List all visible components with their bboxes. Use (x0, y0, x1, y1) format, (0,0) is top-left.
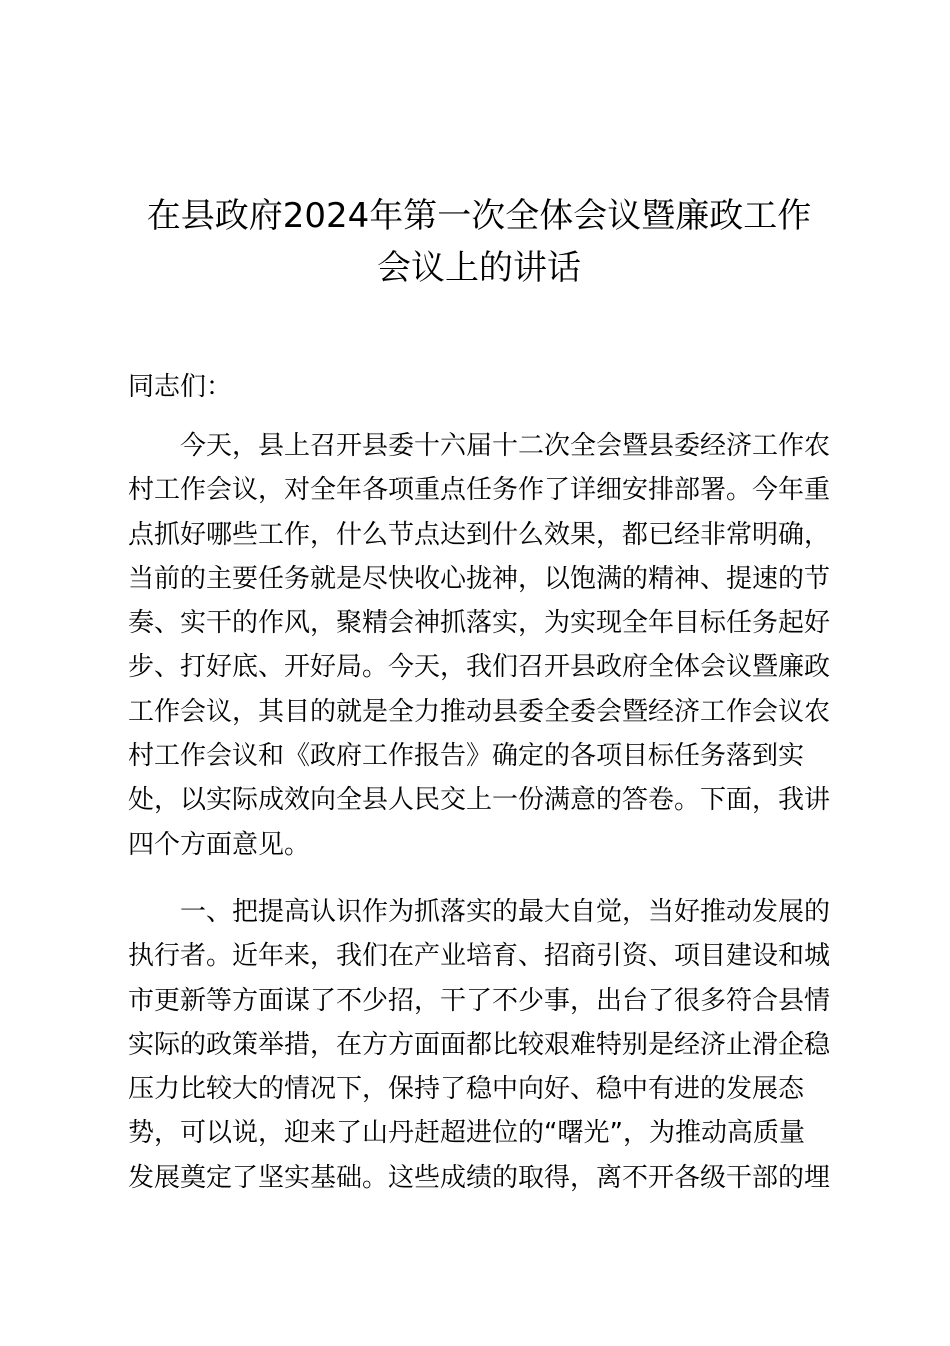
paragraph-line: 工作会议，其目的就是全力推动县委全委会暨经济工作会议农 (128, 696, 831, 727)
paragraph-line: 村工作会议，对全年各项重点任务作了详细安排部署。今年重 (128, 475, 831, 506)
paragraph-line: 步、打好底、开好局。今天，我们召开县政府全体会议暨廉政 (128, 652, 831, 683)
paragraph-line: 四个方面意见。 (128, 829, 311, 860)
paragraph-line: 实际的政策举措，在方方面面都比较艰难特别是经济止滑企稳 (128, 1029, 831, 1060)
paragraph-line: 市更新等方面谋了不少招，干了不少事，出台了很多符合县情 (128, 985, 831, 1016)
document-title (126, 190, 832, 294)
paragraph-line: 奏、实干的作风，聚精会神抓落实，为实现全年目标任务起好 (128, 608, 831, 639)
paragraph-line: 今天，县上召开县委十六届十二次全会暨县委经济工作农 (180, 431, 831, 461)
paragraph-line: 发展奠定了坚实基础。这些成绩的取得，离不开各级干部的埋 (128, 1162, 831, 1193)
title-line-1: 在县政府2024年第一次全体会议暨廉政工作 (146, 196, 812, 236)
paragraph-line: 处，以实际成效向全县人民交上一份满意的答卷。下面，我讲 (128, 785, 831, 816)
paragraph-2 (128, 890, 834, 1200)
paragraph-line: 执行者。近年来，我们在产业培育、招商引资、项目建设和城 (128, 941, 831, 972)
paragraph-line: 当前的主要任务就是尽快收心拢神，以饱满的精神、提速的节 (128, 563, 831, 594)
paragraph-line: 一、把提高认识作为抓落实的最大自觉，当好推动发展的 (180, 897, 831, 927)
salutation: 同志们： (128, 372, 233, 402)
paragraph-line: 点抓好哪些工作，什么节点达到什么效果，都已经非常明确， (128, 519, 831, 550)
title-line-2: 会议上的讲话 (377, 248, 581, 288)
paragraph-line: 势，可以说，迎来了山丹赶超进位的“曙光”，为推动高质量 (128, 1118, 805, 1149)
paragraph-line: 压力比较大的情况下，保持了稳中向好、稳中有进的发展态 (128, 1074, 805, 1105)
paragraph-line: 村工作会议和《政府工作报告》确定的各项目标任务落到实 (128, 741, 805, 772)
paragraph-1 (128, 424, 834, 867)
